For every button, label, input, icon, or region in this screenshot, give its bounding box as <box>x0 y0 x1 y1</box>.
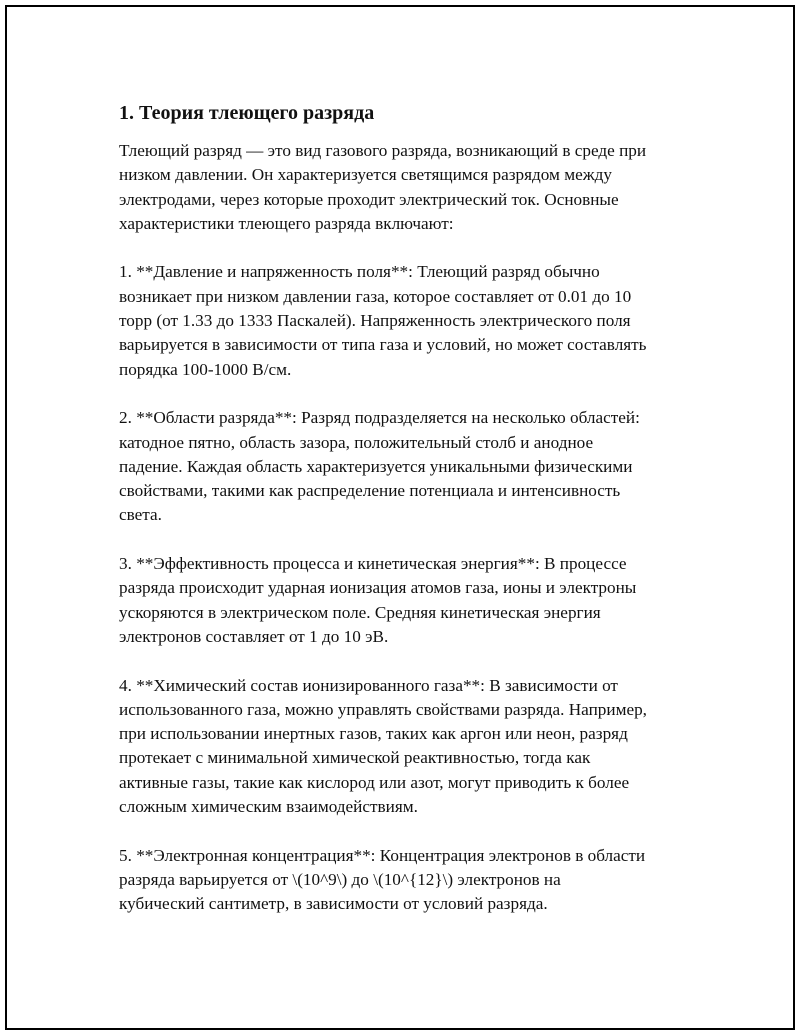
text-line: электронов составляет от 1 до 10 эВ. <box>119 626 389 646</box>
text-line: низком давлении. Он характеризуется светящимся разрядом между <box>119 165 612 185</box>
text-line: 2. **Области разряда**: Разряд подразделяется на несколько областей: <box>119 408 640 428</box>
text-line: свойствами, такими как распределение потенциала и интенсивность <box>119 481 621 501</box>
text-line: света. <box>119 505 162 525</box>
paragraph-list <box>119 139 699 917</box>
document-body <box>119 99 699 941</box>
text-line: ускоряются в электрическом поле. Средняя кинетическая энергия <box>119 602 601 622</box>
text-line: активные газы, такие как кислород или азот, могут приводить к более <box>119 772 630 792</box>
list-item-paragraph <box>119 674 699 820</box>
text-line: использованного газа, можно управлять свойствами разряда. Например, <box>119 699 647 719</box>
section-heading: 1. Теория тлеющего разряда <box>119 102 375 124</box>
text-line: электродами, через которые проходит электрический ток. Основные <box>119 189 619 209</box>
list-item-paragraph <box>119 260 699 381</box>
text-line: характеристики тлеющего разряда включают: <box>119 213 454 233</box>
text-line: кубический сантиметр, в зависимости от условий разряда. <box>119 894 548 914</box>
text-line: порядка 100-1000 В/см. <box>119 359 292 379</box>
list-item-paragraph <box>119 844 699 917</box>
text-line: разряда варьируется от \(10^9\) до \(10^{12}\) электронов на <box>119 869 561 889</box>
text-line: торр (от 1.33 до 1333 Паскалей). Напряженность электрического поля <box>119 311 631 331</box>
text-line: протекает с минимальной химической реактивностью, тогда как <box>119 748 591 768</box>
text-line: Тлеющий разряд — это вид газового разряда, возникающий в среде при <box>119 141 647 160</box>
text-line: падение. Каждая область характеризуется уникальными физическими <box>119 456 633 476</box>
intro-paragraph <box>119 139 699 236</box>
text-line: 5. **Электронная концентрация**: Концентрация электронов в области <box>119 845 646 865</box>
text-line: при использовании инертных газов, таких как аргон или неон, разряд <box>119 724 628 744</box>
text-line: возникает при низком давлении газа, которое составляет от 0.01 до 10 <box>119 286 632 306</box>
text-line: 4. **Химический состав ионизированного газа**: В зависимости от <box>119 675 618 695</box>
list-item-paragraph <box>119 406 699 527</box>
text-line: сложным химическим взаимодействиям. <box>119 797 418 817</box>
list-item-paragraph <box>119 552 699 649</box>
text-line: варьируется в зависимости от типа газа и условий, но может составлять <box>119 335 647 355</box>
text-line: разряда происходит ударная ионизация атомов газа, ионы и электроны <box>119 578 637 598</box>
text-line: 3. **Эффективность процесса и кинетическая энергия**: В процессе <box>119 554 627 574</box>
text-line: катодное пятно, область зазора, положительный столб и анодное <box>119 432 594 452</box>
page-frame <box>5 5 795 1030</box>
text-line: 1. **Давление и напряженность поля**: Тлеющий разряд обычно <box>119 262 600 282</box>
